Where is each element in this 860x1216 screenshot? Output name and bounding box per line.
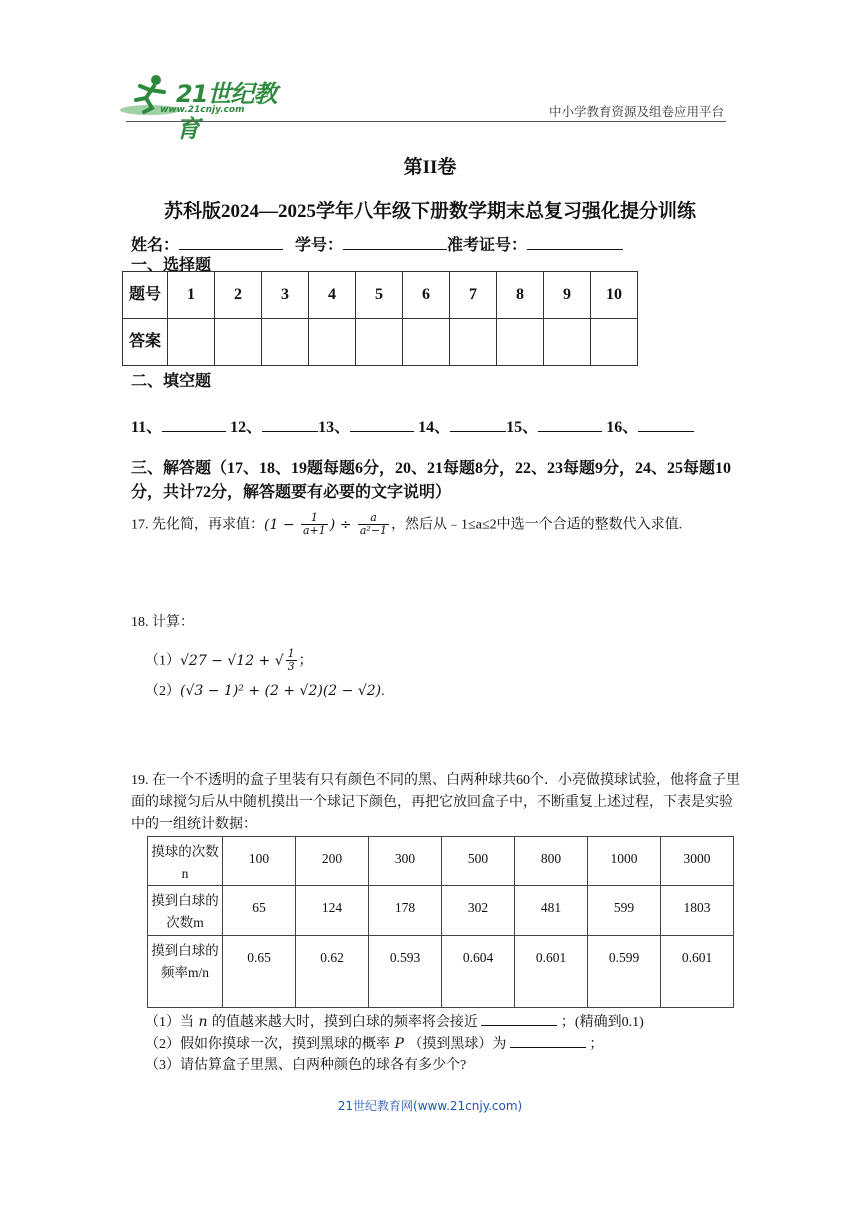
header-divider (126, 121, 726, 122)
question-18-part2: （2）(√3 − 1)² + (2 + √2)(2 − √2). (145, 683, 385, 699)
fill-blank[interactable] (350, 431, 414, 432)
table-cell: 100 (223, 837, 296, 886)
text: （摸到黑球）为 (408, 1037, 507, 1052)
table-cell: 3000 (661, 837, 734, 886)
answer-cell[interactable] (356, 319, 403, 366)
answer-blank[interactable] (481, 1025, 557, 1026)
answer-cell[interactable] (450, 319, 497, 366)
answer-cell[interactable] (168, 319, 215, 366)
fill-blank[interactable] (162, 431, 226, 432)
logo (120, 72, 290, 143)
q17-expression: (1 − $\frac{1}{a+1}$ ) ÷ $\frac{a}{\text{a²−1}}$ (264, 511, 388, 537)
q-number: 3 (262, 272, 309, 319)
table-cell: 500 (442, 837, 515, 886)
table-cell: 200 (296, 837, 369, 886)
q-number: 2 (215, 272, 262, 319)
text: （1）当 (145, 1015, 194, 1030)
table-cell: 481 (515, 886, 588, 936)
fill-blanks (131, 414, 694, 437)
name-label: 姓名： (131, 237, 180, 254)
q17-prefix: 17. 先化简，再求值： (131, 517, 264, 533)
table-cell: 302 (442, 886, 515, 936)
answer-cell[interactable] (591, 319, 638, 366)
fill-label: 11、 (131, 419, 163, 436)
table-cell: 1000 (588, 837, 661, 886)
q-number: 6 (403, 272, 450, 319)
table-cell: 0.593 (369, 936, 442, 1008)
fill-label: 13、 (318, 419, 351, 436)
fill-label: 16、 (606, 419, 639, 436)
q19-sub2: （2）假如你摸球一次，摸到黑球的概率 P （摸到黑球）为 ； (145, 1036, 604, 1052)
answer-blank[interactable] (510, 1047, 586, 1048)
logo-text: 21世纪教育 (176, 80, 277, 143)
answer-cell[interactable] (309, 319, 356, 366)
volume-title: 第II卷 (403, 157, 457, 178)
question-19-text: 19. 在一个不透明的盒子里装有只有颜色不同的黑、白两种球共60个．小亮做摸球试验，他将盒子里面的球搅匀后从中随机摸出一个球记下颜色，再把它放回盒子中，不断重复上述过程，下表是实验中的一组统计数据： (131, 773, 740, 832)
exam-blank[interactable] (527, 249, 623, 250)
table-cell: 0.601 (661, 936, 734, 1008)
fill-label: 12、 (230, 419, 263, 436)
fill-blank[interactable] (638, 431, 694, 432)
table-cell: 300 (369, 837, 442, 886)
table-cell: 0.65 (223, 936, 296, 1008)
logo-url: www.21cnjy.com (160, 105, 245, 115)
table-cell: 0.599 (588, 936, 661, 1008)
text: ； (589, 1037, 604, 1052)
id-label: 学号： (295, 237, 344, 254)
text: 的值越来越大时，摸到白球的频率将会接近 (211, 1015, 478, 1030)
q-number: 1 (168, 272, 215, 319)
q17-suffix: ，然后从﹣1≤a≤2中选一个合适的整数代入求值. (391, 517, 683, 533)
fill-blank[interactable] (538, 431, 602, 432)
table-cell: 800 (515, 837, 588, 886)
answer-cell[interactable] (215, 319, 262, 366)
question-17 (131, 512, 751, 537)
answer-cell[interactable] (497, 319, 544, 366)
table-cell: 124 (296, 886, 369, 936)
table-cell: 599 (588, 886, 661, 936)
stat-table (147, 836, 734, 1008)
id-blank[interactable] (343, 249, 447, 250)
table-cell: 0.604 (442, 936, 515, 1008)
answer-table (122, 271, 638, 366)
fill-label: 15、 (506, 419, 539, 436)
row-label-number: 题号 (123, 272, 168, 319)
table-cell: 0.62 (296, 936, 369, 1008)
q19-sub3: （3）请估算盒子里黑、白两种颜色的球各有多少个? (145, 1058, 467, 1073)
q-number: 8 (497, 272, 544, 319)
answer-cell[interactable] (262, 319, 309, 366)
footer-link[interactable]: 21世纪教育网(www.21cnjy.com) (337, 1099, 523, 1113)
row-header: 摸到白球的次数m (148, 886, 223, 936)
row-header: 摸球的次数n (148, 837, 223, 886)
question-18-title: 18. 计算： (131, 615, 194, 630)
q-number: 9 (544, 272, 591, 319)
q-number: 10 (591, 272, 638, 319)
question-18-part1: （1）√27 − √12 + √ $\frac{1}{3}$ ； (145, 647, 313, 673)
table-cell: 65 (223, 886, 296, 936)
table-cell: 178 (369, 886, 442, 936)
table-cell: 0.601 (515, 936, 588, 1008)
row-label-answer: 答案 (123, 319, 168, 366)
q-number: 5 (356, 272, 403, 319)
q19-sub1: （1）当 n 的值越来越大时，摸到白球的频率将会接近 ；(精确到0.1) (145, 1014, 644, 1030)
part-label: （2） (145, 684, 180, 699)
fill-blank[interactable] (262, 431, 318, 432)
fill-label: 14、 (418, 419, 451, 436)
page-title: 苏科版2024—2025学年八年级下册数学期末总复习强化提分训练 (163, 201, 696, 222)
section2-title: 二、填空题 (131, 373, 212, 390)
answer-cell[interactable] (544, 319, 591, 366)
table-cell: 1803 (661, 886, 734, 936)
text: ；(精确到0.1) (560, 1015, 644, 1030)
answer-cell[interactable] (403, 319, 450, 366)
part-label: （1） (145, 653, 180, 669)
name-blank[interactable] (179, 249, 283, 250)
platform-label: 中小学教育资源及组卷应用平台 (548, 105, 724, 119)
text: （2）假如你摸球一次，摸到黑球的概率 (145, 1037, 390, 1052)
q-number: 7 (450, 272, 497, 319)
row-header: 摸到白球的频率m/n (148, 936, 223, 1008)
fill-blank[interactable] (450, 431, 506, 432)
exam-label: 准考证号： (447, 237, 528, 254)
section3-title: 三、解答题（17、18、19题每题6分，20、21每题8分，22、23每题9分，24、25每题10分，共计72分，解答题要有必要的文字说明） (131, 460, 732, 501)
q-number: 4 (309, 272, 356, 319)
section1-title: 一、选择题 (131, 257, 212, 274)
